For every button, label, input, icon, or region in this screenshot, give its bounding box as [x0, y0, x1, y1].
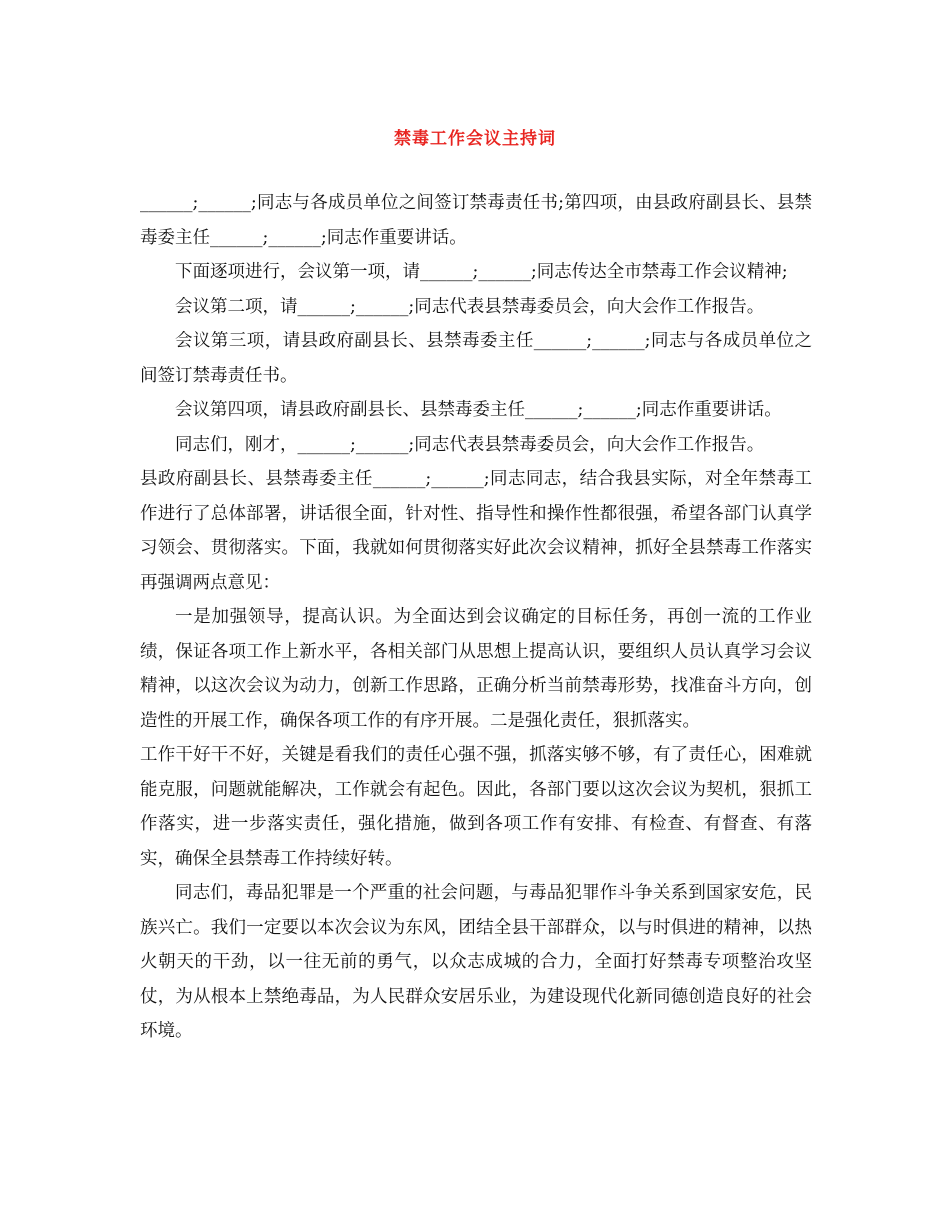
paragraph-10: 同志们，毒品犯罪是一个严重的社会问题，与毒品犯罪作斗争关系到国家安危，民族兴亡。我们一定要以本次会议为东风，团结全县干部群众，以与时俱进的精神，以热火朝天的干劲，以一往无前的勇气，以众志成城的合力，全面打好禁毒专项整治攻坚仗，为从根本上禁绝毒品，为人民群众安居乐业，为建设现代化新同德创造良好的社会环境。 [140, 883, 812, 1041]
paragraph-5: 会议第四项，请县政府副县长、县禁毒委主任______;______;同志作重要讲话。 [175, 400, 782, 420]
paragraph-7: 县政府副县长、县禁毒委主任______;______;同志同志，结合我县实际，对全年禁毒工作进行了总体部署，讲话很全面，针对性、指导性和操作性都很强，希望各部门认真学习领会、贯彻落实。下面，我就如何贯彻落实好此次会议精神，抓好全县禁毒工作落实再强调两点意见： [140, 469, 812, 593]
paragraph-9: 工作干好干不好，关键是看我们的责任心强不强，抓落实够不够，有了责任心，困难就能克服，问题就能解决，工作就会有起色。因此，各部门要以这次会议为契机，狠抓工作落实，进一步落实责任，强化措施，做到各项工作有安排、有检查、有督查、有落实，确保全县禁毒工作持续好转。 [140, 745, 812, 869]
paragraph-1: ______;______;同志与各成员单位之间签订禁毒责任书;第四项，由县政府副县长、县禁毒委主任______;______;同志作重要讲话。 [140, 193, 812, 248]
paragraph-2: 下面逐项进行，会议第一项，请______;______;同志传达全市禁毒工作会议精神; [175, 262, 788, 282]
paragraph-3: 会议第二项，请______;______;同志代表县禁毒委员会，向大会作工作报告。 [175, 296, 765, 317]
paragraph-8: 一是加强领导，提高认识。为全面达到会议确定的目标任务，再创一流的工作业绩，保证各项工作上新水平，各相关部门从思想上提高认识，要组织人员认真学习会议精神，以这次会议为动力，创新工作思路，正确分析当前禁毒形势，找准奋斗方向，创造性的开展工作，确保各项工作的有序开展。二是强化责任，狠抓落实。 [140, 607, 812, 731]
document-body [140, 186, 812, 1049]
paragraph-4: 会议第三项，请县政府副县长、县禁毒委主任______;______;同志与各成员单位之间签订禁毒责任书。 [140, 331, 812, 386]
document-title: 禁毒工作会议主持词 [394, 129, 556, 149]
paragraph-6: 同志们，刚才，______;______;同志代表县禁毒委员会，向大会作工作报告。 [175, 434, 765, 455]
